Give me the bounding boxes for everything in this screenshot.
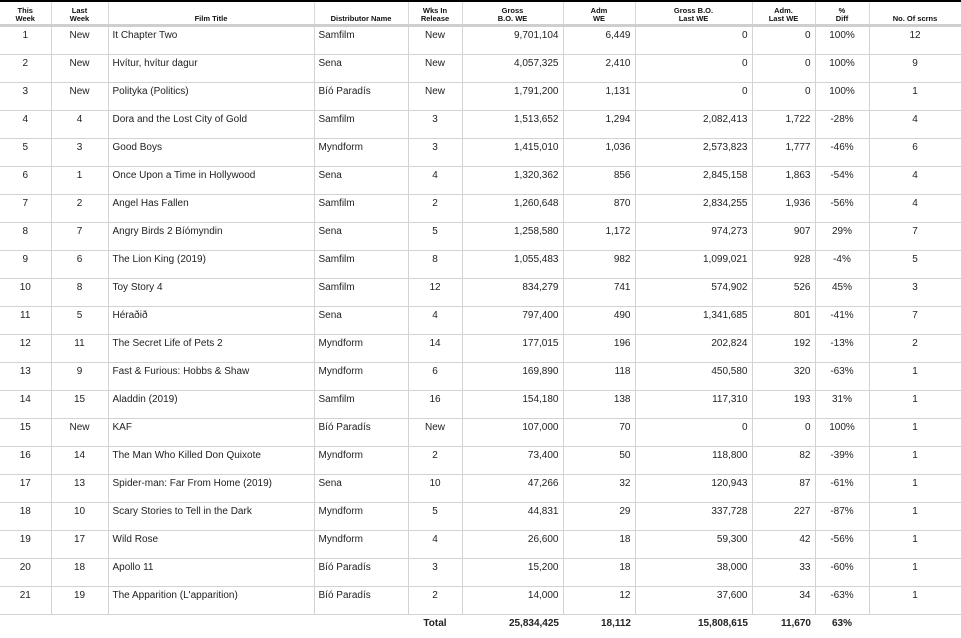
cell-percent-diff: -61% [815,475,869,503]
cell-adm-we: 741 [563,279,635,307]
cell-gross-last-we: 0 [635,26,752,55]
cell-weeks-in-release: New [408,419,462,447]
cell-percent-diff: -13% [815,335,869,363]
cell-adm-last-we: 1,936 [752,195,815,223]
cell-weeks-in-release: 14 [408,335,462,363]
cell-adm-we: 70 [563,419,635,447]
cell-gross-bo-we: 73,400 [462,447,563,475]
cell-distributor: Samfilm [314,111,408,139]
cell-gross-bo-we: 1,055,483 [462,251,563,279]
cell-gross-last-we: 0 [635,83,752,111]
cell-gross-bo-we: 44,831 [462,503,563,531]
cell-gross-bo-we: 1,320,362 [462,167,563,195]
cell-film-title: Dora and the Lost City of Gold [108,111,314,139]
cell-film-title: The Man Who Killed Don Quixote [108,447,314,475]
cell-adm-we: 118 [563,363,635,391]
cell-screens: 6 [869,139,961,167]
header-gross-last-we: Gross B.O. Last WE [635,1,752,26]
cell-this-week: 8 [0,223,51,251]
cell-screens: 1 [869,83,961,111]
cell-last-week: 5 [51,307,108,335]
cell-adm-last-we: 0 [752,419,815,447]
cell-percent-diff: -28% [815,111,869,139]
cell-screens: 3 [869,279,961,307]
table-body [0,26,961,615]
cell-adm-last-we: 34 [752,587,815,615]
cell-last-week: 1 [51,167,108,195]
cell-screens: 4 [869,167,961,195]
cell-percent-diff: 100% [815,55,869,83]
cell-gross-last-we: 450,580 [635,363,752,391]
cell-gross-last-we: 337,728 [635,503,752,531]
cell-this-week: 17 [0,475,51,503]
cell-adm-we: 18 [563,559,635,587]
cell-gross-bo-we: 107,000 [462,419,563,447]
cell-adm-we: 1,131 [563,83,635,111]
cell-this-week: 16 [0,447,51,475]
cell-percent-diff: 29% [815,223,869,251]
header-screens: No. Of scrns [869,1,961,26]
cell-adm-last-we: 526 [752,279,815,307]
cell-gross-last-we: 37,600 [635,587,752,615]
cell-this-week: 15 [0,419,51,447]
cell-last-week: 9 [51,363,108,391]
cell-distributor: Bíó Paradís [314,587,408,615]
cell-gross-bo-we: 4,057,325 [462,55,563,83]
table-row [0,223,961,251]
cell-screens: 1 [869,363,961,391]
cell-gross-bo-we: 797,400 [462,307,563,335]
cell-this-week: 10 [0,279,51,307]
cell-adm-last-we: 227 [752,503,815,531]
cell-last-week: 3 [51,139,108,167]
cell-gross-last-we: 0 [635,55,752,83]
cell-weeks-in-release: 3 [408,559,462,587]
header-gross-bo-we: Gross B.O. WE [462,1,563,26]
cell-percent-diff: -46% [815,139,869,167]
cell-percent-diff: -56% [815,531,869,559]
cell-weeks-in-release: 3 [408,111,462,139]
table-row [0,195,961,223]
total-gross: 25,834,425 [462,615,563,638]
cell-last-week: 10 [51,503,108,531]
cell-screens: 1 [869,503,961,531]
cell-weeks-in-release: 10 [408,475,462,503]
cell-gross-bo-we: 1,258,580 [462,223,563,251]
cell-screens: 4 [869,111,961,139]
cell-distributor: Sena [314,307,408,335]
cell-percent-diff: 100% [815,26,869,55]
cell-adm-last-we: 907 [752,223,815,251]
cell-distributor: Bíó Paradís [314,83,408,111]
cell-adm-last-we: 928 [752,251,815,279]
cell-film-title: Fast & Furious: Hobbs & Shaw [108,363,314,391]
cell-film-title: Scary Stories to Tell in the Dark [108,503,314,531]
table-row [0,363,961,391]
cell-distributor: Sena [314,475,408,503]
cell-film-title: Apollo 11 [108,559,314,587]
cell-screens: 7 [869,223,961,251]
cell-weeks-in-release: 6 [408,363,462,391]
table-row [0,55,961,83]
cell-screens: 4 [869,195,961,223]
cell-film-title: Polityka (Politics) [108,83,314,111]
table-row [0,419,961,447]
cell-percent-diff: -4% [815,251,869,279]
table-row [0,447,961,475]
cell-last-week: 11 [51,335,108,363]
cell-weeks-in-release: 12 [408,279,462,307]
cell-last-week: New [51,55,108,83]
cell-screens: 5 [869,251,961,279]
cell-film-title: KAF [108,419,314,447]
cell-percent-diff: 100% [815,83,869,111]
cell-last-week: 15 [51,391,108,419]
cell-screens: 1 [869,419,961,447]
cell-distributor: Bíó Paradís [314,419,408,447]
total-adm-last: 11,670 [752,615,815,638]
cell-adm-we: 870 [563,195,635,223]
cell-weeks-in-release: 4 [408,307,462,335]
cell-distributor: Sena [314,167,408,195]
cell-screens: 1 [869,475,961,503]
cell-screens: 1 [869,559,961,587]
cell-last-week: New [51,26,108,55]
header-weeks-in-release: Wks In Release [408,1,462,26]
cell-film-title: The Apparition (L'apparition) [108,587,314,615]
cell-this-week: 13 [0,363,51,391]
header-this-week: This Week [0,1,51,26]
table-row [0,587,961,615]
cell-distributor: Samfilm [314,391,408,419]
cell-distributor: Samfilm [314,26,408,55]
cell-film-title: The Lion King (2019) [108,251,314,279]
cell-distributor: Myndform [314,335,408,363]
cell-percent-diff: -60% [815,559,869,587]
cell-gross-bo-we: 834,279 [462,279,563,307]
table-row [0,307,961,335]
cell-this-week: 20 [0,559,51,587]
cell-last-week: 4 [51,111,108,139]
cell-this-week: 9 [0,251,51,279]
table-row [0,26,961,55]
cell-gross-bo-we: 9,701,104 [462,26,563,55]
cell-weeks-in-release: 2 [408,195,462,223]
cell-this-week: 11 [0,307,51,335]
totals-end [869,615,961,638]
header-film-title: Film Title [108,1,314,26]
cell-gross-last-we: 1,341,685 [635,307,752,335]
table-row [0,139,961,167]
cell-last-week: 14 [51,447,108,475]
cell-screens: 2 [869,335,961,363]
header-percent-diff: % Diff [815,1,869,26]
cell-adm-we: 32 [563,475,635,503]
cell-weeks-in-release: New [408,83,462,111]
cell-film-title: Wild Rose [108,531,314,559]
cell-gross-last-we: 38,000 [635,559,752,587]
cell-adm-we: 2,410 [563,55,635,83]
cell-distributor: Samfilm [314,279,408,307]
cell-distributor: Bíó Paradís [314,559,408,587]
cell-adm-we: 29 [563,503,635,531]
cell-this-week: 19 [0,531,51,559]
cell-adm-we: 856 [563,167,635,195]
cell-weeks-in-release: 2 [408,447,462,475]
cell-screens: 1 [869,587,961,615]
cell-gross-bo-we: 15,200 [462,559,563,587]
cell-gross-bo-we: 47,266 [462,475,563,503]
cell-weeks-in-release: New [408,26,462,55]
cell-this-week: 12 [0,335,51,363]
cell-film-title: Angel Has Fallen [108,195,314,223]
table-row [0,335,961,363]
table-row [0,251,961,279]
cell-gross-last-we: 59,300 [635,531,752,559]
cell-this-week: 7 [0,195,51,223]
cell-adm-we: 50 [563,447,635,475]
cell-screens: 1 [869,531,961,559]
cell-this-week: 6 [0,167,51,195]
cell-gross-last-we: 0 [635,419,752,447]
cell-film-title: Héraðið [108,307,314,335]
cell-this-week: 1 [0,26,51,55]
cell-gross-bo-we: 154,180 [462,391,563,419]
cell-adm-we: 490 [563,307,635,335]
cell-last-week: 6 [51,251,108,279]
cell-film-title: Spider-man: Far From Home (2019) [108,475,314,503]
cell-distributor: Myndform [314,531,408,559]
cell-weeks-in-release: 4 [408,167,462,195]
totals-spacer [0,615,408,638]
cell-gross-bo-we: 26,600 [462,531,563,559]
cell-film-title: The Secret Life of Pets 2 [108,335,314,363]
table-header-row [0,1,961,26]
cell-distributor: Myndform [314,503,408,531]
table-row [0,279,961,307]
cell-weeks-in-release: 3 [408,139,462,167]
header-adm-last-we: Adm. Last WE [752,1,815,26]
cell-adm-we: 12 [563,587,635,615]
cell-distributor: Myndform [314,447,408,475]
cell-adm-last-we: 0 [752,55,815,83]
cell-weeks-in-release: 8 [408,251,462,279]
cell-gross-last-we: 2,845,158 [635,167,752,195]
cell-gross-bo-we: 14,000 [462,587,563,615]
cell-weeks-in-release: 16 [408,391,462,419]
cell-weeks-in-release: 2 [408,587,462,615]
table-row [0,83,961,111]
cell-distributor: Samfilm [314,251,408,279]
total-diff: 63% [815,615,869,638]
cell-gross-bo-we: 1,791,200 [462,83,563,111]
cell-adm-we: 1,036 [563,139,635,167]
cell-percent-diff: -63% [815,587,869,615]
cell-gross-last-we: 2,573,823 [635,139,752,167]
totals-row [0,615,961,638]
cell-adm-last-we: 87 [752,475,815,503]
cell-percent-diff: 100% [815,419,869,447]
cell-this-week: 3 [0,83,51,111]
cell-film-title: Hvítur, hvítur dagur [108,55,314,83]
cell-percent-diff: -56% [815,195,869,223]
table-row [0,391,961,419]
total-adm: 18,112 [563,615,635,638]
total-gross-last: 15,808,615 [635,615,752,638]
cell-this-week: 21 [0,587,51,615]
table-row [0,559,961,587]
cell-last-week: 13 [51,475,108,503]
cell-adm-we: 196 [563,335,635,363]
cell-this-week: 2 [0,55,51,83]
cell-percent-diff: -87% [815,503,869,531]
cell-adm-last-we: 1,777 [752,139,815,167]
cell-screens: 9 [869,55,961,83]
cell-adm-we: 1,294 [563,111,635,139]
totals-label: Total [408,615,462,638]
cell-film-title: Angry Birds 2 Bíómyndin [108,223,314,251]
cell-adm-we: 18 [563,531,635,559]
cell-this-week: 14 [0,391,51,419]
cell-percent-diff: -54% [815,167,869,195]
table-row [0,167,961,195]
cell-adm-we: 982 [563,251,635,279]
cell-gross-last-we: 202,824 [635,335,752,363]
cell-gross-bo-we: 1,415,010 [462,139,563,167]
cell-distributor: Myndform [314,139,408,167]
header-distributor: Distributor Name [314,1,408,26]
cell-adm-last-we: 801 [752,307,815,335]
cell-weeks-in-release: 5 [408,503,462,531]
cell-distributor: Samfilm [314,195,408,223]
cell-film-title: Aladdin (2019) [108,391,314,419]
cell-gross-bo-we: 177,015 [462,335,563,363]
cell-screens: 1 [869,391,961,419]
header-adm-we: Adm WE [563,1,635,26]
cell-last-week: 2 [51,195,108,223]
cell-film-title: Once Upon a Time in Hollywood [108,167,314,195]
cell-gross-last-we: 974,273 [635,223,752,251]
table-row [0,475,961,503]
header-last-week: Last Week [51,1,108,26]
cell-weeks-in-release: 5 [408,223,462,251]
cell-adm-last-we: 320 [752,363,815,391]
cell-percent-diff: 31% [815,391,869,419]
cell-percent-diff: -41% [815,307,869,335]
cell-last-week: 7 [51,223,108,251]
cell-this-week: 4 [0,111,51,139]
cell-gross-bo-we: 169,890 [462,363,563,391]
cell-adm-last-we: 1,863 [752,167,815,195]
cell-gross-last-we: 118,800 [635,447,752,475]
cell-adm-we: 138 [563,391,635,419]
cell-distributor: Myndform [314,363,408,391]
cell-last-week: 19 [51,587,108,615]
cell-percent-diff: 45% [815,279,869,307]
cell-gross-last-we: 1,099,021 [635,251,752,279]
cell-gross-last-we: 120,943 [635,475,752,503]
table-row [0,531,961,559]
cell-percent-diff: -63% [815,363,869,391]
cell-last-week: 17 [51,531,108,559]
cell-gross-bo-we: 1,513,652 [462,111,563,139]
cell-adm-last-we: 0 [752,26,815,55]
cell-last-week: New [51,419,108,447]
cell-last-week: 18 [51,559,108,587]
cell-film-title: It Chapter Two [108,26,314,55]
cell-adm-last-we: 192 [752,335,815,363]
cell-screens: 12 [869,26,961,55]
cell-gross-last-we: 117,310 [635,391,752,419]
cell-gross-last-we: 2,834,255 [635,195,752,223]
cell-gross-last-we: 2,082,413 [635,111,752,139]
cell-last-week: 8 [51,279,108,307]
cell-screens: 1 [869,447,961,475]
cell-adm-last-we: 33 [752,559,815,587]
cell-this-week: 5 [0,139,51,167]
cell-gross-bo-we: 1,260,648 [462,195,563,223]
cell-distributor: Sena [314,223,408,251]
cell-weeks-in-release: New [408,55,462,83]
cell-weeks-in-release: 4 [408,531,462,559]
cell-gross-last-we: 574,902 [635,279,752,307]
cell-film-title: Good Boys [108,139,314,167]
cell-last-week: New [51,83,108,111]
cell-this-week: 18 [0,503,51,531]
cell-film-title: Toy Story 4 [108,279,314,307]
cell-adm-we: 1,172 [563,223,635,251]
cell-adm-last-we: 0 [752,83,815,111]
cell-distributor: Sena [314,55,408,83]
table-row [0,111,961,139]
cell-adm-last-we: 82 [752,447,815,475]
cell-adm-last-we: 1,722 [752,111,815,139]
cell-adm-last-we: 193 [752,391,815,419]
cell-screens: 7 [869,307,961,335]
cell-adm-we: 6,449 [563,26,635,55]
cell-adm-last-we: 42 [752,531,815,559]
table-row [0,503,961,531]
cell-percent-diff: -39% [815,447,869,475]
